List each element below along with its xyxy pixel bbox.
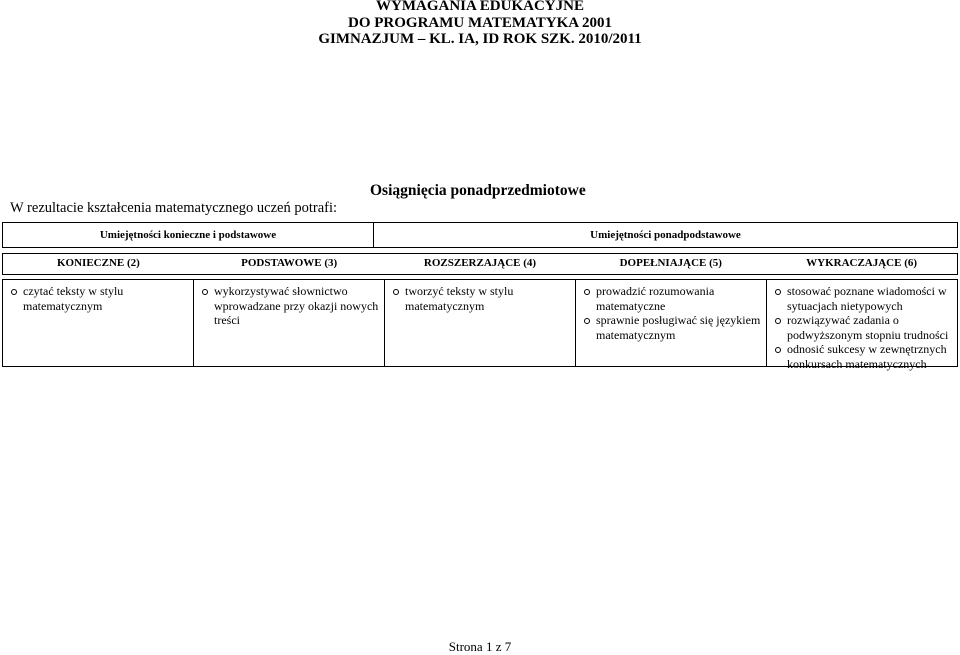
list-item: odnosić sukcesy w zewnętrznych konkursach matematycznych <box>775 342 953 371</box>
advanced-skills-box <box>373 222 958 248</box>
requirements-grid <box>2 279 958 371</box>
document-title <box>0 0 960 48</box>
level-dopelniajace: DOPEŁNIAJĄCE (5) <box>619 257 722 269</box>
section-title: Osiągnięcia ponadprzedmiotowe <box>370 182 586 199</box>
level-wykraczajace: WYKRACZAJĄCE (6) <box>806 257 918 269</box>
list-item: stosować poznane wiadomości w sytuacjach nietypowych <box>775 284 953 313</box>
list-item: wykorzystywać słownictwo wprowadzane przy okazji nowych treści <box>202 284 380 328</box>
advanced-skills-label: Umiejętności ponadpodstawowe <box>590 229 741 241</box>
list-item: prowadzić rozumowania matematyczne <box>584 284 762 313</box>
list-item: czytać teksty w stylu matematycznym <box>11 284 189 313</box>
column-wykraczajace <box>767 280 957 371</box>
page-footer: Strona 1 z 7 <box>448 639 512 654</box>
basic-skills-box <box>2 222 374 248</box>
list-item: tworzyć teksty w stylu matematycznym <box>393 284 571 313</box>
list-item: rozwiązywać zadania o podwyższonym stopniu trudności <box>775 313 953 342</box>
title-line-2: DO PROGRAMU MATEMATYKA 2001 <box>347 14 612 31</box>
column-rozszerzajace <box>385 280 576 366</box>
column-dopelniajace <box>576 280 767 366</box>
level-rozszerzajace: ROZSZERZAJĄCE (4) <box>423 257 537 269</box>
list-item: sprawnie posługiwać się językiem matematycznym <box>584 313 762 342</box>
level-podstawowe: PODSTAWOWE (3) <box>241 257 338 269</box>
column-podstawowe <box>194 280 385 366</box>
levels-header-row <box>2 253 958 275</box>
basic-skills-label: Umiejętności konieczne i podstawowe <box>99 229 277 241</box>
intro-text: W rezultacie kształcenia matematycznego uczeń potrafi: <box>10 200 338 216</box>
level-konieczne: KONIECZNE (2) <box>56 257 140 269</box>
title-line-1: WYMAGANIA EDUKACYJNE <box>376 0 584 14</box>
title-line-3: GIMNAZJUM – KL. IA, ID ROK SZK. 2010/2011 <box>318 31 642 47</box>
column-konieczne <box>3 280 194 366</box>
